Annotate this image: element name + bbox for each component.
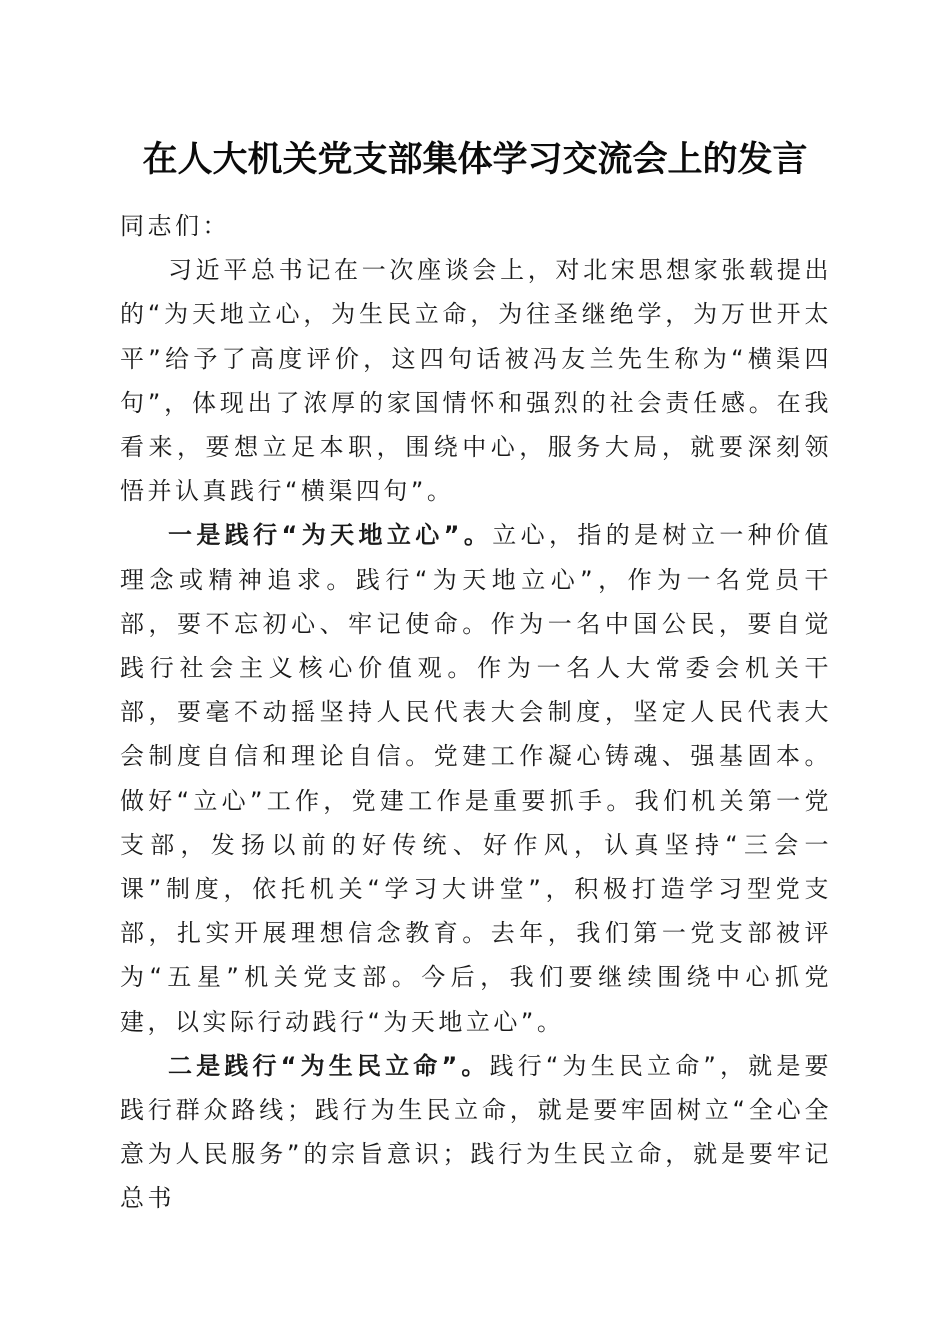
document-title: 在人大机关党支部集体学习交流会上的发言 [142, 139, 808, 180]
paragraph-text: 立心，指的是树立一种价值理念或精神追求。践行“为天地立心”，作为一名党员干部，要不忘初心、牢记使命。作为一名中国公民，要自觉践行社会主义核心价值观。作为一名人大常委会机关干部，要毫不动摇坚持人民代表大会制度，坚定人民代表大会制度自信和理论自信。党建工作凝心铸魂、强基固本。做好“立心”工作，党建工作是重要抓手。我们机关第一党支部，发扬以前的好传统、好作风，认真坚持“三会一课”制度，依托机关“学习大讲堂”，积极打造学习型党支部，扎实开展理想信念教育。去年，我们第一党支部被评为“五星”机关党支部。今后，我们要继续围绕中心抓党建，以实际行动践行“为天地立心”。 [120, 521, 832, 1036]
paragraph-text: 习近平总书记在一次座谈会上，对北宋思想家张载提出的“为天地立心，为生民立命，为往圣继绝学，为万世开太平”给予了高度评价，这四句话被冯友兰先生称为“横渠四句”，体现出了浓厚的家国情怀和强烈的社会责任感。在我看来，要想立足本职，围绕中心，服务大局，就要深刻领悟并认真践行“横渠四句”。 [120, 256, 832, 506]
paragraph-text: 践行“为生民立命”，就是要践行群众路线；践行为生民立命，就是要牢固树立“全心全意为人民服务”的宗旨意识；践行为生民立命，就是要牢记总书 [120, 1051, 832, 1213]
paragraph-point-two [120, 1044, 832, 1221]
paragraph-lead: 一是践行“为天地立心”。 [168, 521, 493, 550]
paragraph-lead: 二是践行“为生民立命”。 [168, 1051, 490, 1080]
paragraph-intro [120, 248, 832, 513]
document-body [120, 204, 832, 1221]
salutation: 同志们： [120, 212, 230, 240]
paragraph-point-one [120, 513, 832, 1043]
